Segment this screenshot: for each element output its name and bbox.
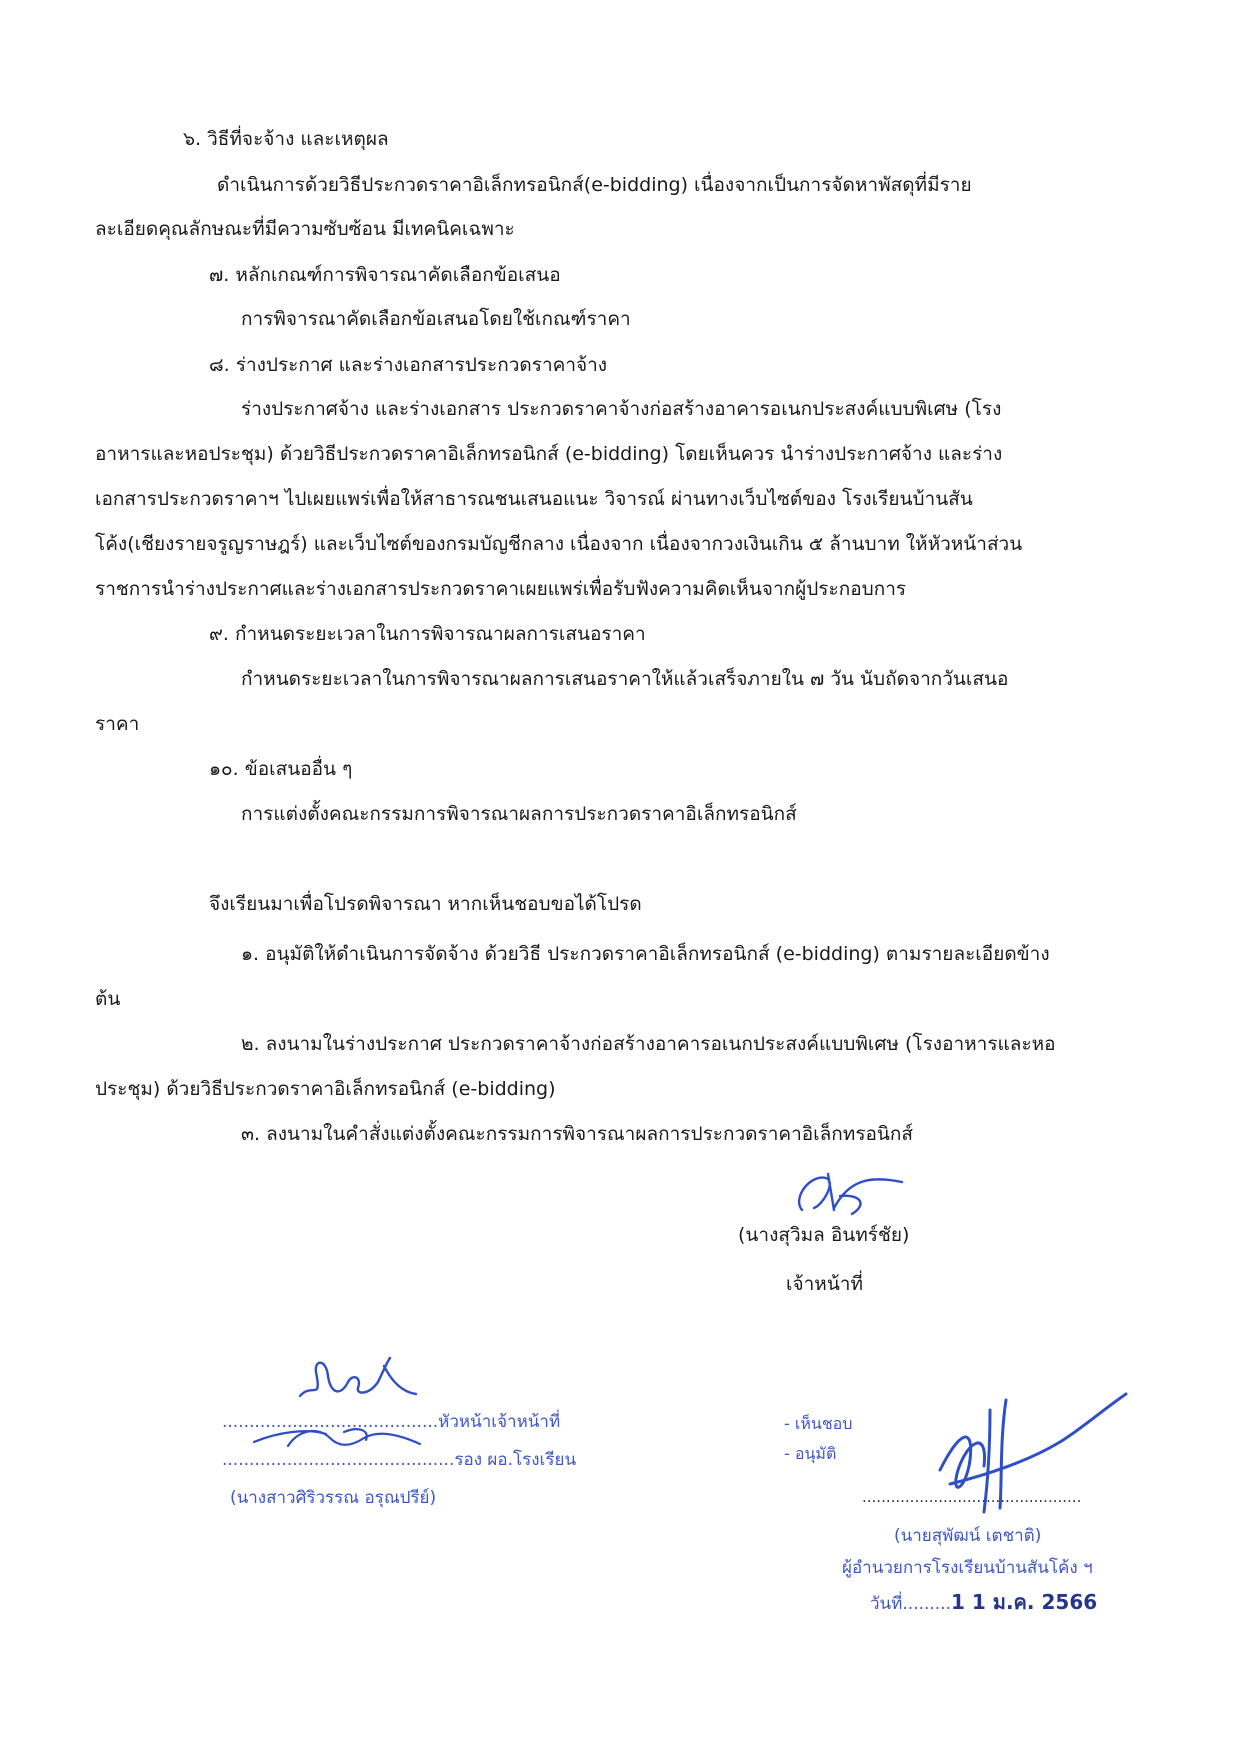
section-7-heading: ๗. หลักเกณฑ์การพิจารณาคัดเลือกข้อเสนอ — [209, 264, 561, 286]
director-date-dots: ......... — [902, 1594, 952, 1614]
section-8-body-line-4: โค้ง(เชียงรายจรูญราษฎร์) และเว็บไซต์ของกรมบัญชีกลาง เนื่องจาก เนื่องจากวงเงินเกิน ๕ ล้านบาท ให้หัวหน้าส่วน — [95, 533, 1023, 555]
officer-signature — [790, 1168, 910, 1220]
section-9-body-line-2: ราคา — [95, 713, 140, 735]
director-date-label: วันที่ — [870, 1594, 903, 1614]
head-line-2-dots: ........................................... — [222, 1450, 455, 1470]
head-line-2-title: รอง ผอ.โรงเรียน — [454, 1450, 577, 1470]
director-approve-2: - อนุมัติ — [784, 1444, 837, 1463]
head-name: (นางสาวศิริวรรณ อรุณปรีย์) — [230, 1488, 437, 1508]
director-approve-1: - เห็นชอบ — [784, 1414, 853, 1433]
section-8-body-line-2: อาหารและหอประชุม) ด้วยวิธีประกวดราคาอิเล็กทรอนิกส์ (e-bidding) โดยเห็นควร นำร่างประกาศจ้าง และร่าง — [95, 443, 1003, 465]
request-item-1-line-2: ต้น — [95, 988, 121, 1010]
head-line-1-dots: ........................................ — [222, 1412, 439, 1432]
section-10-body-line-1: การแต่งตั้งคณะกรรมการพิจารณาผลการประกวดราคาอิเล็กทรอนิกส์ — [241, 803, 797, 825]
section-6-body-line-1: ดำเนินการด้วยวิธีประกวดราคาอิเล็กทรอนิกส์(e-bidding) เนื่องจากเป็นการจัดหาพัสดุที่มีราย — [217, 174, 972, 196]
section-9-heading: ๙. กำหนดระยะเวลาในการพิจารณาผลการเสนอราคา — [209, 623, 646, 645]
director-title: ผู้อำนวยการโรงเรียนบ้านสันโค้ง ฯ — [842, 1558, 1093, 1578]
section-6-body-line-2: ละเอียดคุณลักษณะที่มีความซับซ้อน มีเทคนิคเฉพาะ — [95, 218, 515, 240]
section-8-body-line-3: เอกสารประกวดราคาฯ ไปเผยแพร่เพื่อให้สาธารณชนเสนอแนะ วิจารณ์ ผ่านทางเว็บไซต์ของ โรงเรียนบ้านสัน — [95, 488, 973, 510]
section-7-body-line-1: การพิจารณาคัดเลือกข้อเสนอโดยใช้เกณฑ์ราคา — [241, 308, 631, 330]
request-intro: จึงเรียนมาเพื่อโปรดพิจารณา หากเห็นชอบขอได้โปรด — [209, 893, 642, 915]
director-dots: .............................................. — [862, 1488, 1082, 1506]
request-item-2-line-1: ๒. ลงนามในร่างประกาศ ประกวดราคาจ้างก่อสร้างอาคารอเนกประสงค์แบบพิเศษ (โรงอาหารและหอ — [241, 1033, 1056, 1055]
officer-name: (นางสุวิมล อินทร์ชัย) — [738, 1224, 910, 1246]
director-name: (นายสุพัฒน์ เตชาติ) — [894, 1526, 1042, 1546]
section-8-body-line-5: ราชการนำร่างประกาศและร่างเอกสารประกวดราคาเผยแพร่เพื่อรับฟังความคิดเห็นจากผู้ประกอบการ — [95, 578, 907, 600]
section-8-body-line-1: ร่างประกาศจ้าง และร่างเอกสาร ประกวดราคาจ้างก่อสร้างอาคารอเนกประสงค์แบบพิเศษ (โรง — [241, 398, 1002, 420]
request-item-1-line-1: ๑. อนุมัติให้ดำเนินการจัดจ้าง ด้วยวิธี ประกวดราคาอิเล็กทรอนิกส์ (e-bidding) ตามรายละเอียดข้าง — [241, 943, 1050, 965]
section-9-body-line-1: กำหนดระยะเวลาในการพิจารณาผลการเสนอราคาให้แล้วเสร็จภายใน ๗ วัน นับถัดจากวันเสนอ — [241, 668, 1009, 690]
director-date — [870, 1586, 1097, 1618]
officer-title: เจ้าหน้าที่ — [786, 1273, 864, 1295]
request-item-3-line-1: ๓. ลงนามในคำสั่งแต่งตั้งคณะกรรมการพิจารณาผลการประกวดราคาอิเล็กทรอนิกส์ — [241, 1123, 914, 1145]
section-8-heading: ๘. ร่างประกาศ และร่างเอกสารประกวดราคาจ้าง — [209, 354, 608, 376]
director-date-value: 1 1 ม.ค. 2566 — [951, 1590, 1098, 1614]
head-line-1-title: หัวหน้าเจ้าหน้าที่ — [438, 1412, 561, 1432]
request-item-2-line-2: ประชุม) ด้วยวิธีประกวดราคาอิเล็กทรอนิกส์ (e-bidding) — [95, 1078, 556, 1100]
section-10-heading: ๑๐. ข้อเสนออื่น ๆ — [209, 758, 353, 780]
head-line-2 — [222, 1446, 576, 1473]
head-signature — [292, 1352, 422, 1414]
section-6-heading: ๖. วิธีที่จะจ้าง และเหตุผล — [183, 128, 389, 150]
